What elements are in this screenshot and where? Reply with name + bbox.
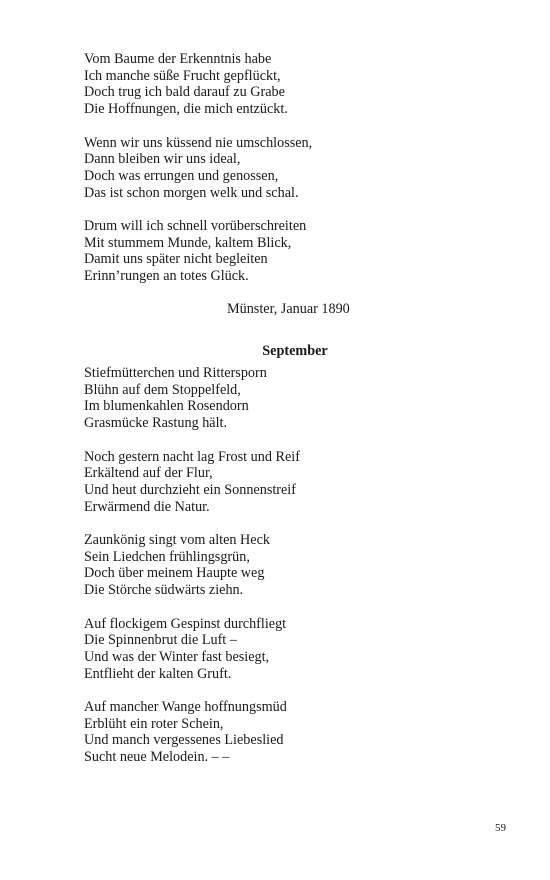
verse-line: Erinn’rungen an totes Glück.	[84, 268, 249, 285]
poem-title: September	[262, 343, 328, 359]
verse-line: Entflieht der kalten Gruft.	[84, 665, 232, 682]
verse-line: Noch gestern nacht lag Frost und Reif	[84, 448, 300, 465]
verse-line: Dann bleiben wir uns ideal,	[84, 151, 241, 168]
verse-line: Stiefmütterchen und Rittersporn	[84, 365, 267, 381]
verse-line: Auf flockigem Gespinst durchfliegt	[84, 615, 287, 632]
verse-line: Die Hoffnungen, die mich entzückt.	[84, 101, 288, 118]
stanza	[84, 449, 484, 516]
verse-line: Auf mancher Wange hoffnungsmüd	[84, 699, 287, 715]
verse-line: Und manch vergessenes Liebeslied	[84, 732, 284, 749]
verse-line: Im blumenkahlen Rosendorn	[84, 398, 249, 415]
stanza	[84, 532, 484, 599]
verse-line: Erkältend auf der Flur,	[84, 465, 213, 482]
stanza	[84, 51, 484, 118]
verse-line: Damit uns später nicht begleiten	[84, 251, 268, 268]
verse-line: Die Spinnenbrut die Luft –	[84, 632, 237, 649]
poem-september	[84, 365, 484, 766]
stanza	[84, 699, 484, 766]
page-number: 59	[495, 822, 506, 834]
verse-line: Und heut durchzieht ein Sonnenstreif	[84, 481, 296, 498]
verse-line: Doch über meinem Haupte weg	[84, 565, 265, 582]
verse-line: Erwärmend die Natur.	[84, 498, 210, 515]
place-date-signature: Münster, Januar 1890	[227, 301, 350, 317]
stanza	[84, 218, 484, 285]
stanza	[84, 616, 484, 683]
verse-line: Sein Liedchen frühlingsgrün,	[84, 548, 250, 565]
verse-line: Zaunkönig singt vom alten Heck	[84, 532, 270, 548]
verse-line: Wenn wir uns küssend nie umschlossen,	[84, 134, 313, 151]
verse-line: Erblüht ein roter Schein,	[84, 715, 224, 732]
verse-line: Das ist schon morgen welk und schal.	[84, 184, 299, 201]
verse-line: Mit stummem Munde, kaltem Blick,	[84, 234, 292, 251]
poem-erkenntnis	[84, 51, 484, 285]
verse-line: Blühn auf dem Stoppelfeld,	[84, 381, 241, 398]
verse-line: Ich manche süße Frucht gepflückt,	[84, 67, 281, 84]
verse-line: Sucht neue Melodein. – –	[84, 749, 230, 766]
verse-line: Grasmücke Rastung hält.	[84, 415, 228, 432]
verse-line: Doch trug ich bald darauf zu Grabe	[84, 84, 285, 101]
verse-line: Drum will ich schnell vorüberschreiten	[84, 218, 307, 234]
verse-line: Vom Baume der Erkenntnis habe	[84, 51, 272, 67]
stanza	[84, 135, 484, 202]
stanza	[84, 365, 484, 432]
verse-line: Und was der Winter fast besiegt,	[84, 648, 270, 665]
verse-line: Doch was errungen und genossen,	[84, 167, 279, 184]
verse-line: Die Störche südwärts ziehn.	[84, 582, 244, 599]
